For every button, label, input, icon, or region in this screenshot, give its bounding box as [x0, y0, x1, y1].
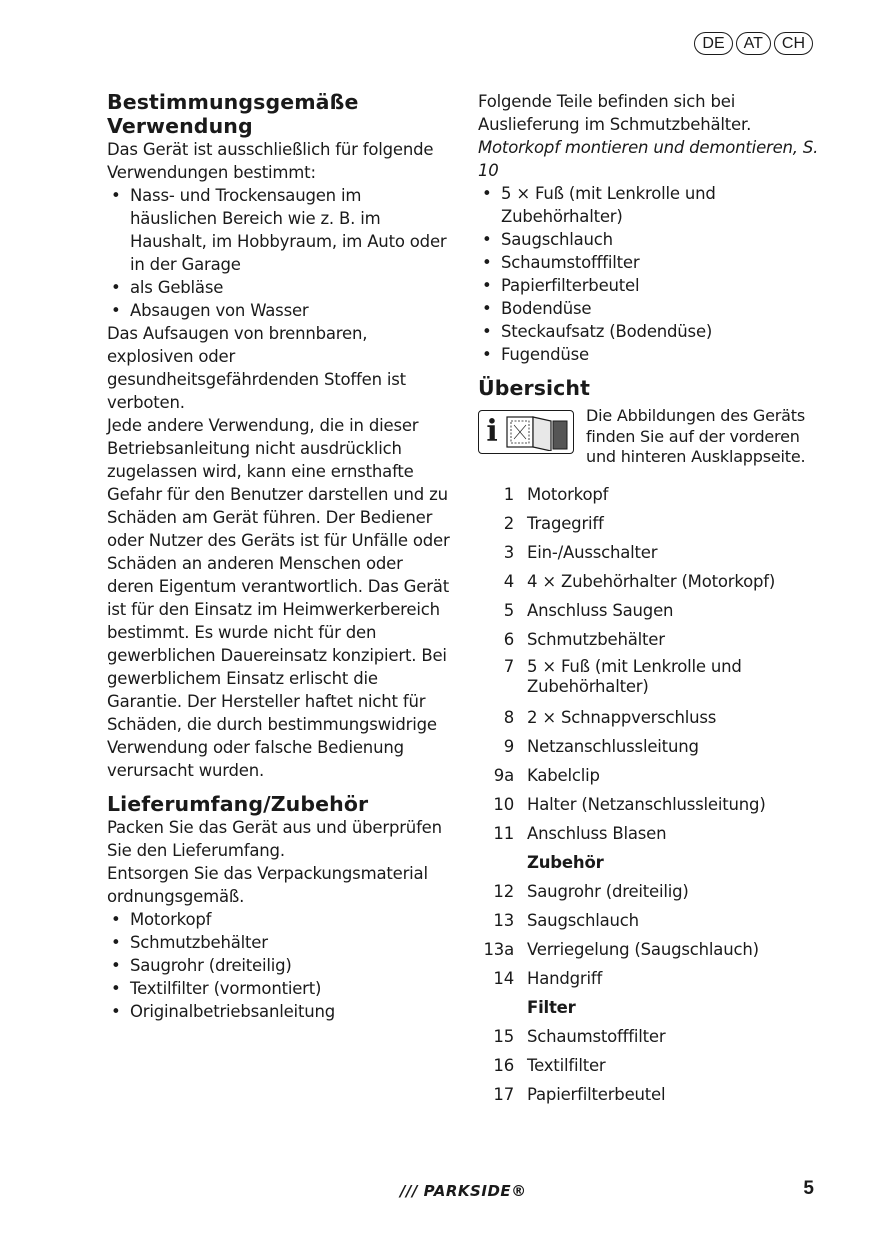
- table-row: [478, 906, 823, 935]
- cross-reference-link: Motorkopf montieren und demontieren, S. 10: [478, 138, 819, 180]
- dispose-paragraph: Entsorgen Sie das Verpackungsmaterial ordnungsgemäß.: [107, 864, 428, 906]
- list-item: • 5 × Fuß (mit Lenkrolle und Zubehörhalter): [478, 182, 823, 228]
- info-book-icon: [478, 410, 574, 454]
- list-item: • Absaugen von Wasser: [107, 299, 452, 322]
- container-parts-list: [478, 182, 823, 366]
- left-column: [107, 90, 452, 1023]
- part-label: Papierfilterbeutel: [527, 1084, 666, 1104]
- prohibited-use-paragraph: Das Aufsaugen von brennbaren, explosiven oder gesundheitsgefährdenden Stoffen ist verboten.: [107, 324, 406, 412]
- list-item: • Steckaufsatz (Bodendüse): [478, 320, 823, 343]
- part-number: 5: [503, 600, 514, 620]
- part-label: Anschluss Blasen: [527, 823, 667, 843]
- list-item: • Saugschlauch: [478, 228, 823, 251]
- part-number: 13: [493, 910, 514, 930]
- foldout-book-icon: [505, 413, 569, 451]
- part-number: [478, 993, 527, 1022]
- part-label: Filter: [527, 997, 576, 1017]
- part-label: 2 × Schnappverschluss: [527, 707, 717, 727]
- part-number: 4: [503, 571, 514, 591]
- table-row: [478, 964, 823, 993]
- part-label: Verriegelung (Saugschlauch): [527, 939, 759, 959]
- part-label: Halter (Netzanschlussleitung): [527, 794, 766, 814]
- part-label: Saugrohr (dreiteilig): [527, 881, 689, 901]
- part-number: 17: [493, 1084, 514, 1104]
- part-label: Schaumstofffilter: [527, 1026, 666, 1046]
- list-item: • Bodendüse: [478, 297, 823, 320]
- part-label: Zubehör: [527, 852, 604, 872]
- part-number: 9a: [493, 765, 514, 785]
- part-number: 3: [503, 542, 514, 562]
- part-label: Anschluss Saugen: [527, 600, 674, 620]
- info-text: Die Abbildungen des Geräts finden Sie auf der vorderen und hinteren Ausklappseite.: [586, 406, 806, 466]
- delivery-list: [107, 908, 452, 1023]
- parts-group-heading-accessories: [478, 848, 823, 877]
- part-number: 12: [493, 881, 514, 901]
- list-item: • Textilfilter (vormontiert): [107, 977, 452, 1000]
- part-number: 8: [503, 707, 514, 727]
- list-item: • Papierfilterbeutel: [478, 274, 823, 297]
- country-tag-de: DE: [694, 32, 732, 55]
- part-number: [478, 848, 527, 877]
- country-tag-ch: CH: [774, 32, 813, 55]
- table-row: [478, 625, 823, 654]
- table-row: [478, 1022, 823, 1051]
- list-item: • Schaumstofffilter: [478, 251, 823, 274]
- part-number: 15: [493, 1026, 514, 1046]
- list-item: • Originalbetriebsanleitung: [107, 1000, 452, 1023]
- right-column: [478, 90, 823, 1109]
- table-row: [478, 819, 823, 848]
- part-label: Netzanschlussleitung: [527, 736, 699, 756]
- list-item: • Saugrohr (dreiteilig): [107, 954, 452, 977]
- table-row: [478, 732, 823, 761]
- part-number: 13a: [483, 939, 514, 959]
- table-row: [478, 509, 823, 538]
- parts-group-heading-filter: [478, 993, 823, 1022]
- part-label: Schmutzbehälter: [527, 629, 665, 649]
- part-label: Kabelclip: [527, 765, 600, 785]
- part-label: 5 × Fuß (mit Lenkrolle und Zubehörhalter): [527, 656, 742, 696]
- table-row: [478, 538, 823, 567]
- part-number: 16: [493, 1055, 514, 1075]
- table-row: [478, 935, 823, 964]
- table-row: [478, 790, 823, 819]
- part-label: Textilfilter: [527, 1055, 606, 1075]
- list-item: • Schmutzbehälter: [107, 931, 452, 954]
- delivery-container-paragraph: [478, 90, 823, 182]
- delivery-container-text: Folgende Teile befinden sich bei Auslieferung im Schmutzbehälter.: [478, 92, 752, 134]
- info-note: [478, 406, 823, 468]
- list-item: • Fugendüse: [478, 343, 823, 366]
- table-row: [478, 703, 823, 732]
- part-number: 7: [503, 656, 514, 676]
- part-number: 9: [503, 736, 514, 756]
- part-number: 14: [493, 968, 514, 988]
- table-row: [478, 567, 823, 596]
- part-number: 11: [493, 823, 514, 843]
- part-label: Ein-/Ausschalter: [527, 542, 658, 562]
- list-item: • Nass- und Trockensaugen im häuslichen Bereich wie z. B. im Haushalt, im Hobbyraum, im Auto oder in der Garage: [107, 184, 452, 276]
- part-number: 6: [503, 629, 514, 649]
- info-icon: i: [486, 414, 498, 449]
- unpack-paragraph: Packen Sie das Gerät aus und überprüfen Sie den Lieferumfang.: [107, 818, 442, 860]
- part-label: Handgriff: [527, 968, 603, 988]
- country-tag-at: AT: [736, 32, 771, 55]
- table-row: [478, 877, 823, 906]
- table-row: [478, 1051, 823, 1080]
- section-title-overview: Übersicht: [478, 376, 591, 400]
- parkside-logo: /// PARKSIDE®: [400, 1182, 527, 1200]
- part-label: 4 × Zubehörhalter (Motorkopf): [527, 571, 776, 591]
- table-row: [478, 1080, 823, 1109]
- part-number: 10: [493, 794, 514, 814]
- intended-use-intro: Das Gerät ist ausschließlich für folgende Verwendungen bestimmt:: [107, 140, 434, 182]
- section-title-scope-of-delivery: Lieferumfang/Zubehör: [107, 792, 369, 816]
- table-row: [478, 654, 823, 703]
- list-item: • Motorkopf: [107, 908, 452, 931]
- table-row: [478, 761, 823, 790]
- list-item: • als Gebläse: [107, 276, 452, 299]
- part-label: Tragegriff: [527, 513, 604, 533]
- part-number: 1: [503, 484, 514, 504]
- other-use-paragraph: Jede andere Verwendung, die in dieser Betriebsanleitung nicht ausdrücklich zugelassen wird, kann eine ernsthafte Gefahr für den Benutzer darstellen und zu Schäden am Gerät führen. Der Bediener oder Nutzer des Geräts ist für Unfälle oder Schäden an anderen Menschen oder deren Eigentum verantwortlich. Das Gerät ist für den Einsatz im Heimwerkerbereich bestimmt. Es wurde nicht für den gewerblichen Dauereinsatz konzipiert. Bei gewerblichem Einsatz erlischt die Garantie. Der Hersteller haftet nicht für Schäden, die durch bestimmungswidrige Verwendung oder falsche Bedienung verursacht wurden.: [107, 416, 450, 780]
- table-row: [478, 596, 823, 625]
- table-row: [478, 480, 823, 509]
- intended-use-list: [107, 184, 452, 322]
- page-number: 5: [803, 1178, 814, 1199]
- part-number: 2: [503, 513, 514, 533]
- section-title-intended-use: Bestimmungsgemäße Verwendung: [107, 90, 359, 138]
- country-tags: [694, 32, 813, 55]
- parts-list: [478, 480, 823, 1109]
- part-label: Motorkopf: [527, 484, 609, 504]
- part-label: Saugschlauch: [527, 910, 639, 930]
